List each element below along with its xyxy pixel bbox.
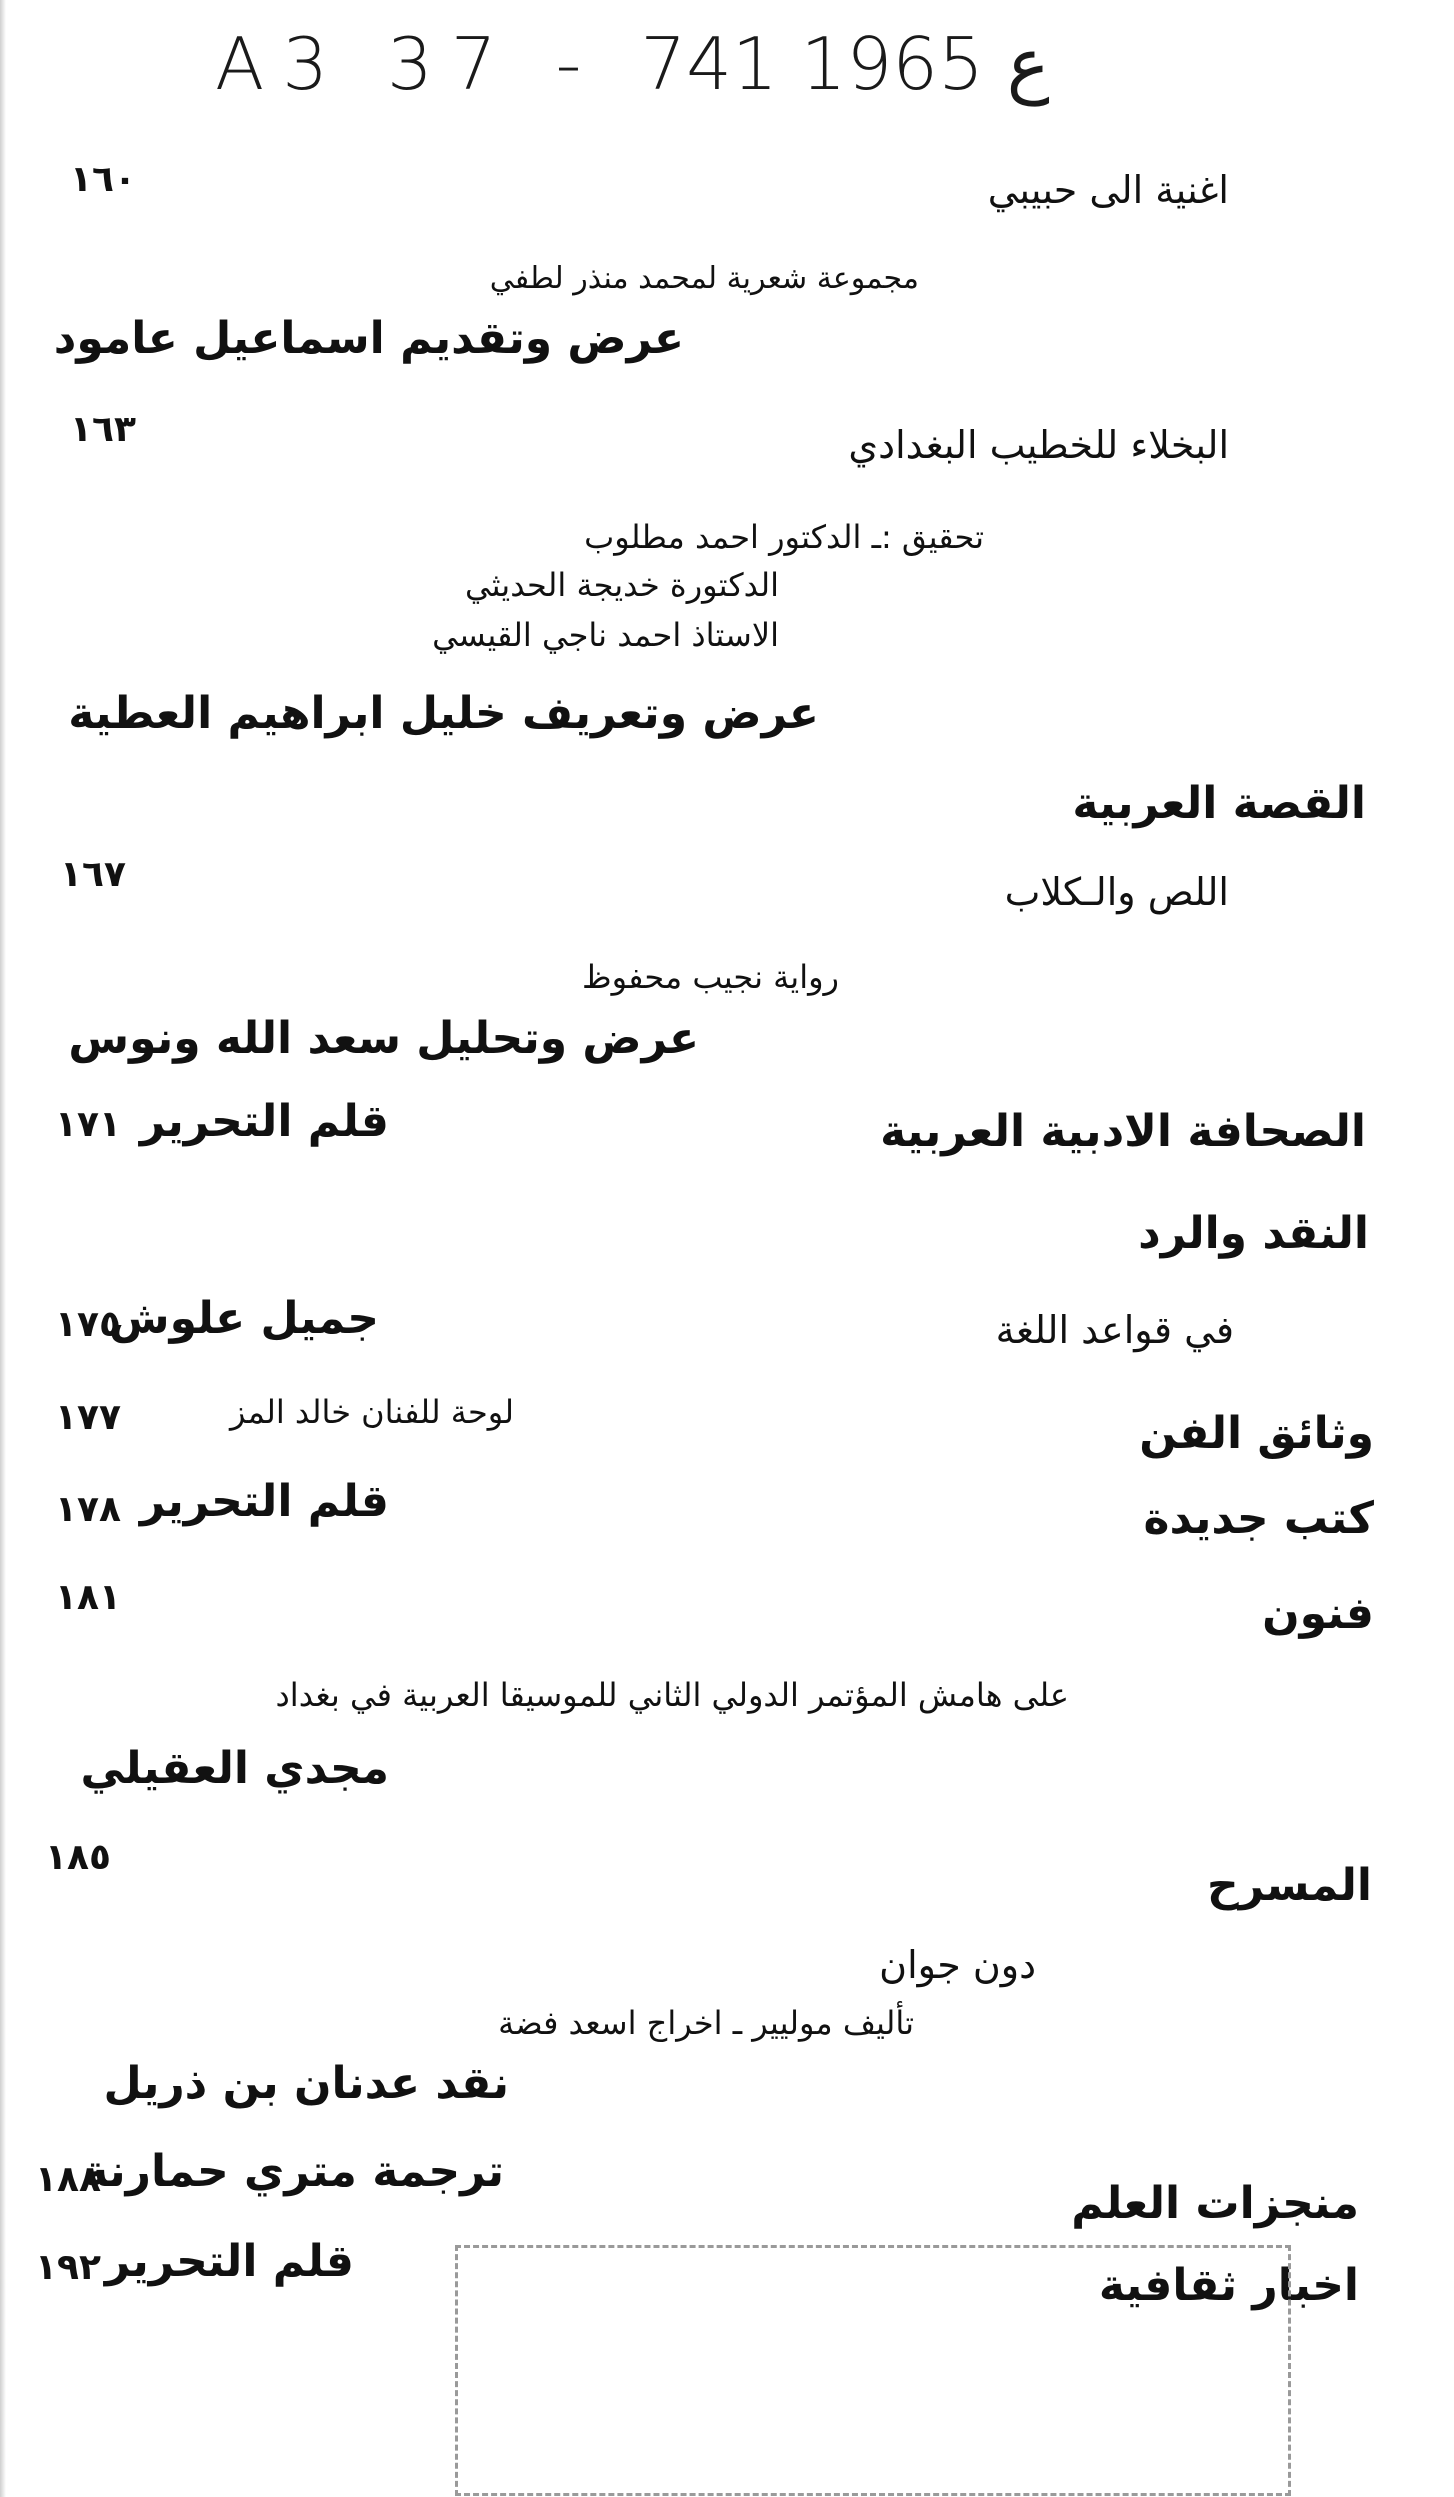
- page-number-160: ١٦٠: [70, 159, 136, 200]
- page-number-177: ١٧٧: [55, 1397, 121, 1438]
- entry-author: عرض وتعريف خليل ابراهيم العطية: [68, 688, 819, 739]
- section-heading: الصحافة الادبية العربية: [880, 1106, 1366, 1157]
- faded-stamp-box: [455, 2245, 1291, 2496]
- section-heading: فنون: [1262, 1588, 1374, 1639]
- section-heading: النقد والرد: [1138, 1208, 1369, 1259]
- section-heading: منجزات العلم: [1071, 2178, 1359, 2229]
- entry-author: مجدي العقيلي: [80, 1743, 389, 1794]
- page-number-167: ١٦٧: [60, 854, 126, 895]
- editor-line: تحقيق :ـ الدكتور احمد مطلوب: [584, 518, 984, 556]
- section-heading: اخبار ثقافية: [1098, 2260, 1359, 2311]
- entry-subtitle: تأليف موليير ـ اخراج اسعد فضة: [498, 2004, 914, 2042]
- entry-title: دون جوان: [879, 1943, 1036, 1987]
- page-number-181: ١٨١: [55, 1577, 121, 1618]
- entry-title: في قواعد اللغة: [995, 1308, 1234, 1352]
- entry-author: قلم التحرير: [139, 1476, 389, 1527]
- entry-author: عرض وتقديم اسماعيل عامود: [53, 313, 684, 364]
- page-number-185: ١٨٥: [45, 1837, 111, 1878]
- section-heading: وثائق الفن: [1139, 1408, 1374, 1459]
- entry-title: اللص والـكلاب: [1004, 870, 1229, 914]
- entry-author: قلم التحرير: [104, 2236, 354, 2287]
- section-heading: القصة العربية: [1072, 778, 1366, 829]
- page-number-163: ١٦٣: [70, 409, 136, 450]
- entry-subtitle: مجموعة شعرية لمحمد منذر لطفي: [489, 261, 919, 296]
- page-number-192: ١٩٢: [35, 2247, 101, 2288]
- page-number-188: ١٨٨: [35, 2159, 101, 2200]
- scan-edge: [0, 0, 6, 2497]
- section-heading: المسرح: [1207, 1860, 1372, 1911]
- entry-author: ترجمة متري حمارنة: [82, 2146, 504, 2197]
- entry-author: نقد عدنان بن ذريل: [103, 2058, 509, 2109]
- entry-subtitle: على هامش المؤتمر الدولي الثاني للموسيقا العربية في بغداد: [275, 1676, 1069, 1714]
- page-number-175: ١٧٥: [55, 1304, 121, 1345]
- entry-author: عرض وتحليل سعد الله ونوس: [68, 1013, 699, 1064]
- page-number-171: ١٧١: [55, 1104, 121, 1145]
- entry-title: البخلاء للخطيب البغدادي: [848, 423, 1229, 467]
- handwritten-catalog-number: A3 37 - ع 1965 741: [215, 22, 1050, 106]
- editor-line: الدكتورة خديجة الحديثي: [464, 566, 779, 604]
- section-heading: كتب جديدة: [1143, 1493, 1374, 1544]
- entry-title: لوحة للفنان خالد المز: [229, 1393, 514, 1431]
- editor-line: الاستاذ احمد ناجي القيسي: [432, 616, 779, 654]
- entry-author: قلم التحرير: [139, 1096, 389, 1147]
- page-number-178: ١٧٨: [55, 1489, 121, 1530]
- entry-title: اغنية الى حبيبي: [987, 168, 1229, 212]
- entry-subtitle: رواية نجيب محفوظ: [582, 958, 839, 996]
- entry-author: جميل علوش: [108, 1293, 379, 1344]
